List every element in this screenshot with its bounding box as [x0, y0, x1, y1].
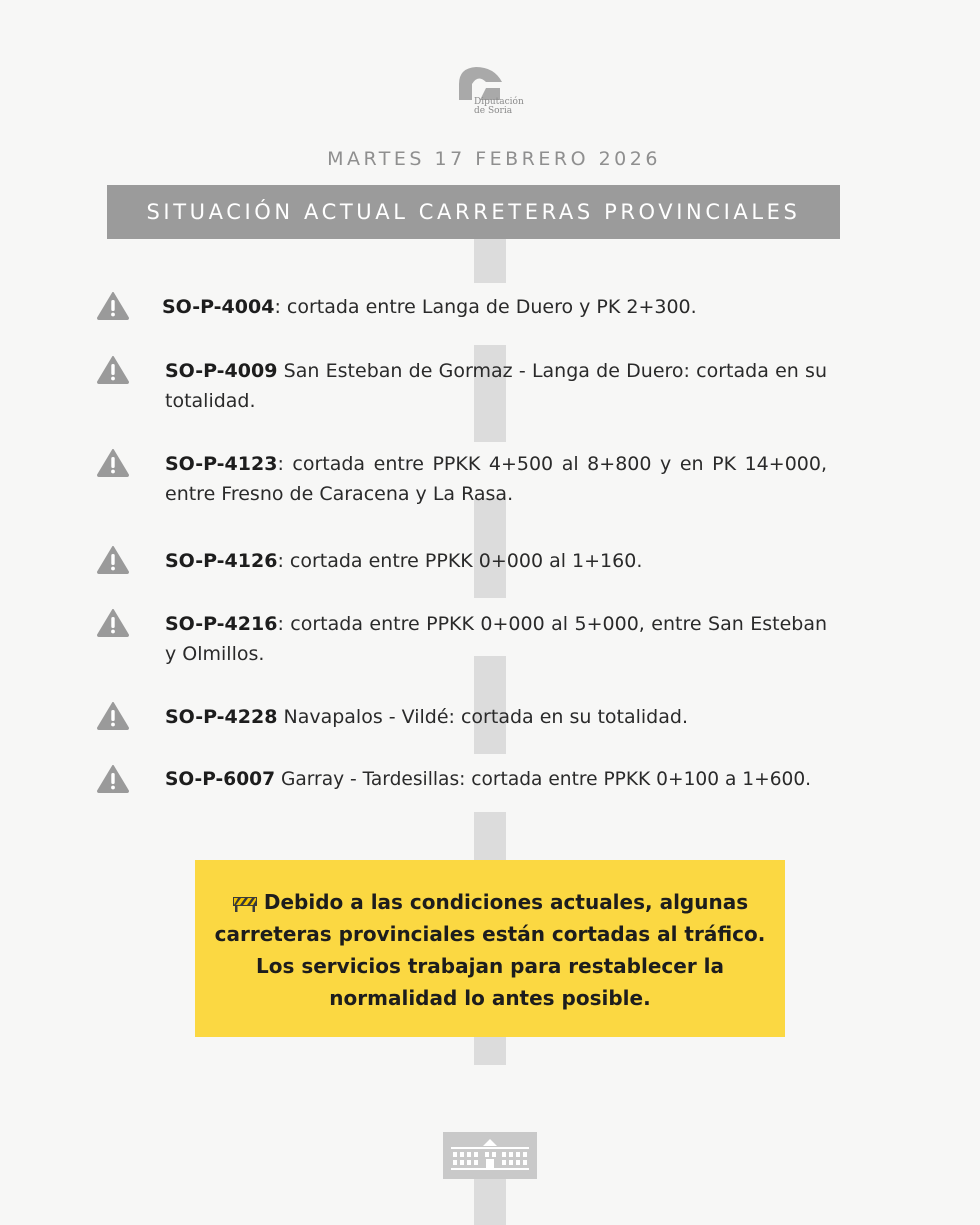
warning-icon [97, 765, 129, 793]
diputacion-soria-logo [456, 64, 530, 120]
road-code: SO-P-4216 [165, 613, 278, 635]
warning-icon [97, 356, 129, 384]
construction-barrier-icon [232, 894, 258, 912]
building-logo [443, 1132, 537, 1179]
building-icon [443, 1132, 537, 1179]
road-strip-segment [474, 1179, 506, 1225]
road-description: : cortada entre Langa de Duero y PK 2+300. [274, 296, 697, 318]
road-code: SO-P-4009 [165, 360, 278, 382]
warning-icon [97, 609, 129, 637]
road-description: Navapalos - Vildé: cortada en su totalidad. [277, 706, 688, 728]
item-text [165, 356, 827, 416]
road-code: SO-P-4228 [165, 706, 278, 728]
road-code: SO-P-6007 [165, 769, 276, 790]
item-text [162, 292, 824, 322]
warning-icon [97, 546, 129, 574]
notice-text: Debido a las condiciones actuales, algunas carreteras provinciales están cortadas al tráfico. Los servicios trabajan para restablecer la normalidad lo antes posible. [214, 890, 766, 1010]
page-title: SITUACIÓN ACTUAL CARRETERAS PROVINCIALES [146, 200, 801, 224]
road-strip-segment [474, 238, 506, 283]
item-text [165, 449, 827, 509]
item-text [165, 546, 827, 576]
road-description: San Esteban de Gormaz - Langa de Duero: cortada en su totalidad. [165, 360, 827, 412]
warning-icon [97, 449, 129, 477]
road-strip-segment [474, 812, 506, 860]
road-description: : cortada entre PPKK 0+000 al 1+160. [277, 550, 643, 572]
road-description: : cortada entre PPKK 0+000 al 5+000, entre San Esteban y Olmillos. [165, 613, 827, 665]
road-code: SO-P-4123 [165, 453, 278, 475]
logo-text-line2: de Soria [474, 106, 513, 116]
date-heading: MARTES 17 FEBRERO 2026 [327, 148, 661, 170]
warning-icon [97, 702, 129, 730]
logo-text [474, 98, 524, 116]
warning-icon [97, 292, 129, 320]
road-strip-segment [474, 1037, 506, 1065]
title-bar [107, 185, 840, 239]
item-text [165, 702, 827, 732]
road-description: Garray - Tardesillas: cortada entre PPKK 0+100 a 1+600. [275, 769, 812, 790]
item-text [165, 765, 837, 795]
item-text [165, 609, 827, 669]
notice-box [195, 860, 785, 1037]
logo-text-line1: Diputación [474, 97, 524, 107]
road-code: SO-P-4126 [165, 550, 278, 572]
road-description: : cortada entre PPKK 4+500 al 8+800 y en PK 14+000, entre Fresno de Caracena y La Rasa. [165, 453, 827, 505]
road-code: SO-P-4004 [162, 296, 275, 318]
